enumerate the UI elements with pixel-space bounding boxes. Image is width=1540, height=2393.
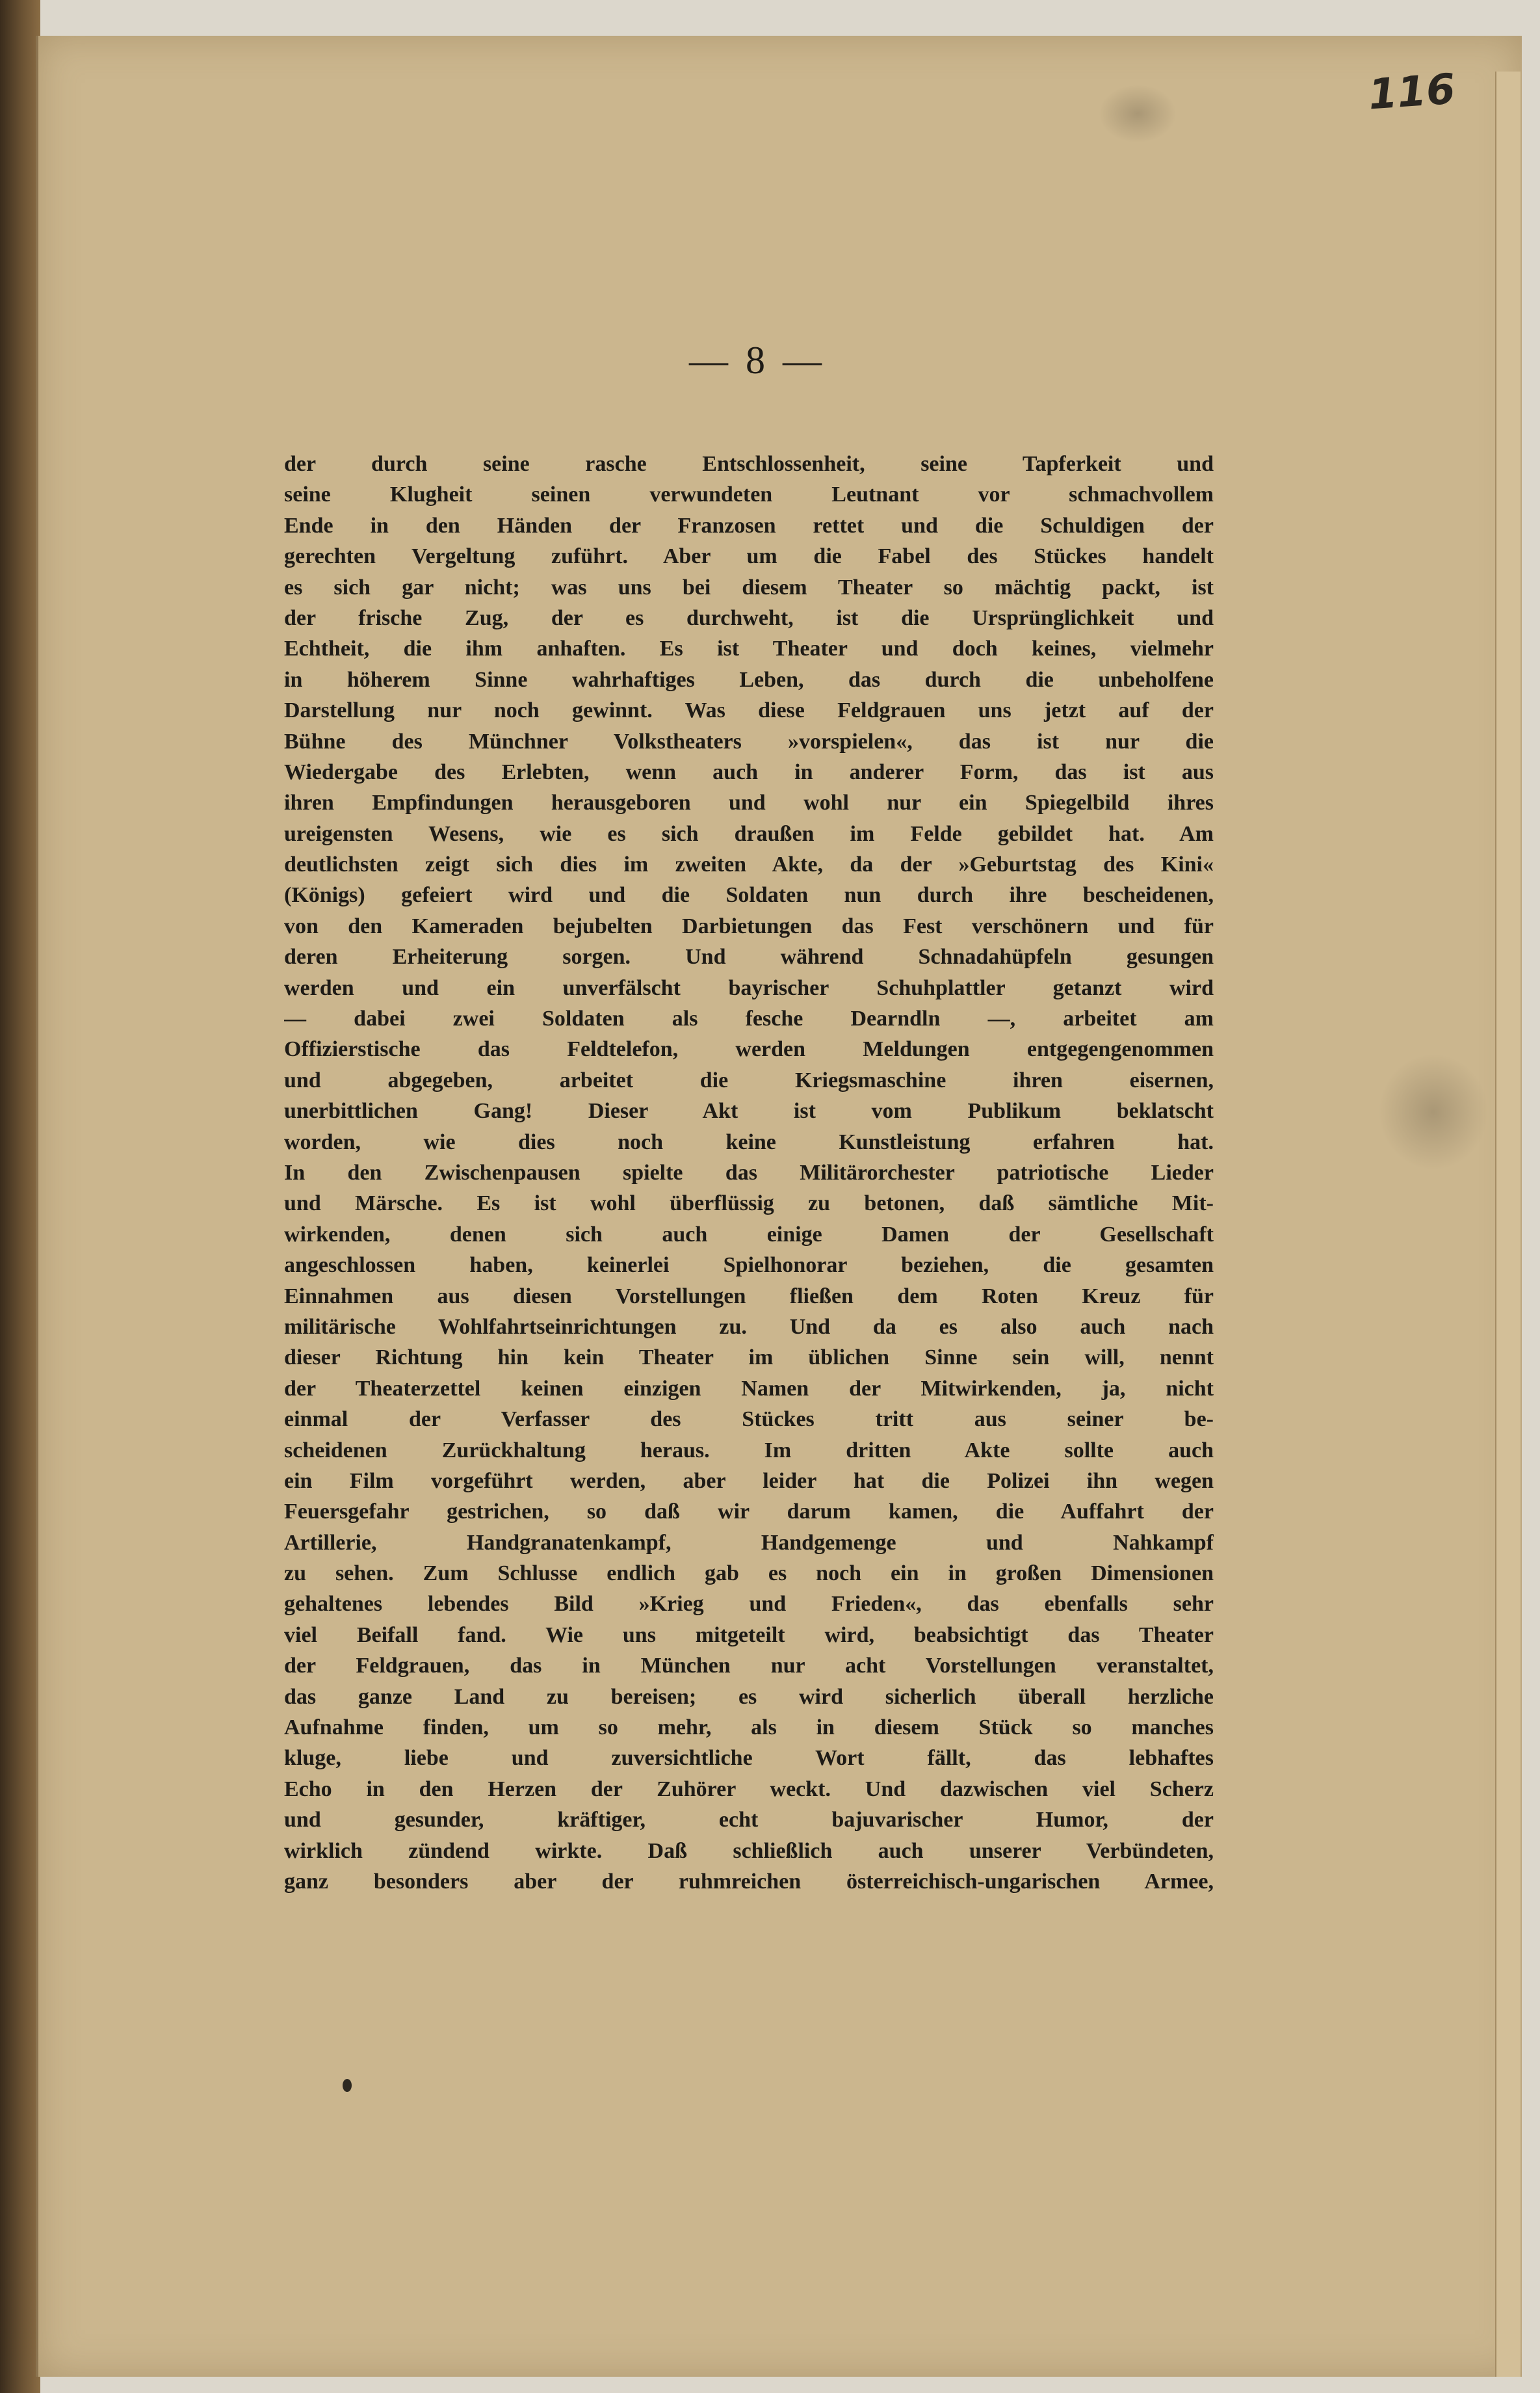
text-line: Bühne des Münchner Volkstheaters »vorspielen«, das ist nur die [284, 729, 1214, 754]
text-line: — dabei zwei Soldaten als fesche Dearndln —, arbeitet am [284, 1007, 1214, 1031]
text-line: ein Film vorgeführt werden, aber leider hat die Polizei ihn wegen [284, 1468, 1214, 1493]
text-line: Ende in den Händen der Franzosen rettet und die Schuldigen der [284, 513, 1214, 538]
ink-dot [343, 2079, 352, 2092]
text-line: In den Zwischenpausen spielte das Militärorchester patriotische Lieder [284, 1160, 1214, 1185]
text-line: Darstellung nur noch gewinnt. Was diese Feldgrauen uns jetzt auf der [284, 698, 1214, 723]
text-line: ihren Empfindungen herausgeboren und wohl nur ein Spiegelbild ihres [284, 791, 1214, 815]
text-line: einmal der Verfasser des Stückes tritt aus seiner be- [284, 1407, 1214, 1432]
text-line: ganz besonders aber der ruhmreichen österreichisch-ungarischen Armee, [284, 1869, 1214, 1894]
text-line: Wiedergabe des Erlebten, wenn auch in anderer Form, das ist aus [284, 760, 1214, 784]
text-line: der durch seine rasche Entschlossenheit, seine Tapferkeit und [284, 452, 1214, 476]
text-line: worden, wie dies noch keine Kunstleistung erfahren hat. [284, 1130, 1214, 1154]
text-line: und Märsche. Es ist wohl überflüssig zu betonen, daß sämtliche Mit- [284, 1191, 1214, 1216]
text-line: das ganze Land zu bereisen; es wird sicherlich überall herzliche [284, 1684, 1214, 1709]
text-line: wirklich zündend wirkte. Daß schließlich auch unserer Verbündeten, [284, 1838, 1214, 1863]
folio-number: 116 [1366, 65, 1457, 120]
text-line: deren Erheiterung sorgen. Und während Schnadahüpfeln gesungen [284, 945, 1214, 970]
text-line: Offizierstische das Feldtelefon, werden Meldungen entgegengenommen [284, 1037, 1214, 1062]
text-line: militärische Wohlfahrtseinrichtungen zu. Und da es also auch nach [284, 1314, 1214, 1339]
text-line: scheidenen Zurückhaltung heraus. Im dritten Akte sollte auch [284, 1438, 1214, 1462]
text-line: angeschlossen haben, keinerlei Spielhonorar beziehen, die gesamten [284, 1253, 1214, 1278]
text-line: (Königs) gefeiert wird und die Soldaten nun durch ihre bescheidenen, [284, 883, 1214, 908]
ink-smudge [1099, 85, 1177, 143]
text-line: Feuersgefahr gestrichen, so daß wir darum kamen, die Auffahrt der [284, 1500, 1214, 1524]
text-line: und gesunder, kräftiger, echt bajuvarischer Humor, der [284, 1808, 1214, 1832]
text-line: in höherem Sinne wahrhaftiges Leben, das durch die unbeholfene [284, 667, 1214, 692]
text-line: Echtheit, die ihm anhaften. Es ist Theater und doch keines, vielmehr [284, 637, 1214, 661]
ink-smudge [1378, 1053, 1489, 1170]
text-line: Aufnahme finden, um so mehr, als in diesem Stück so manches [284, 1715, 1214, 1740]
text-line: viel Beifall fand. Wie uns mitgeteilt wird, beabsichtigt das Theater [284, 1622, 1214, 1647]
text-line: kluge, liebe und zuversichtliche Wort fällt, das lebhaftes [284, 1746, 1214, 1771]
text-line: unerbittlichen Gang! Dieser Akt ist vom Publikum beklatscht [284, 1099, 1214, 1124]
text-line: von den Kameraden bejubelten Darbietungen das Fest verschönern und für [284, 914, 1214, 938]
text-line: zu sehen. Zum Schlusse endlich gab es noch ein in großen Dimensionen [284, 1561, 1214, 1586]
text-line: werden und ein unverfälscht bayrischer Schuhplattler getanzt wird [284, 975, 1214, 1000]
text-line: seine Klugheit seinen verwundeten Leutnant vor schmachvollem [284, 483, 1214, 507]
text-line: der Feldgrauen, das in München nur acht Vorstellungen veranstaltet, [284, 1654, 1214, 1678]
book-cover-edge [0, 0, 40, 2393]
text-line: und abgegeben, arbeitet die Kriegsmaschine ihren eisernen, [284, 1068, 1214, 1092]
text-line: der Theaterzettel keinen einzigen Namen der Mitwirkenden, ja, nicht [284, 1376, 1214, 1401]
page-edge [1495, 72, 1520, 2377]
text-line: deutlichsten zeigt sich dies im zweiten Akte, da der »Geburtstag des Kini« [284, 853, 1214, 877]
text-line: gerechten Vergeltung zuführt. Aber um die Fabel des Stückes handelt [284, 544, 1214, 569]
text-line: wirkenden, denen sich auch einige Damen der Gesellschaft [284, 1222, 1214, 1247]
text-line: Artillerie, Handgranatenkampf, Handgemenge und Nahkampf [284, 1530, 1214, 1555]
text-line: ureigensten Wesens, wie es sich draußen im Felde gebildet hat. Am [284, 821, 1214, 846]
text-line: Einnahmen aus diesen Vorstellungen fließen dem Roten Kreuz für [284, 1284, 1214, 1308]
text-line: Echo in den Herzen der Zuhörer weckt. Und dazwischen viel Scherz [284, 1777, 1214, 1801]
page-number: — 8 — [689, 339, 826, 382]
body-text [284, 449, 1214, 1897]
text-line: der frische Zug, der es durchweht, ist die Ursprünglichkeit und [284, 605, 1214, 630]
text-line: gehaltenes lebendes Bild »Krieg und Frieden«, das ebenfalls sehr [284, 1592, 1214, 1617]
text-line: es sich gar nicht; was uns bei diesem Theater so mächtig packt, ist [284, 575, 1214, 600]
text-line: dieser Richtung hin kein Theater im üblichen Sinne sein will, nennt [284, 1345, 1214, 1370]
